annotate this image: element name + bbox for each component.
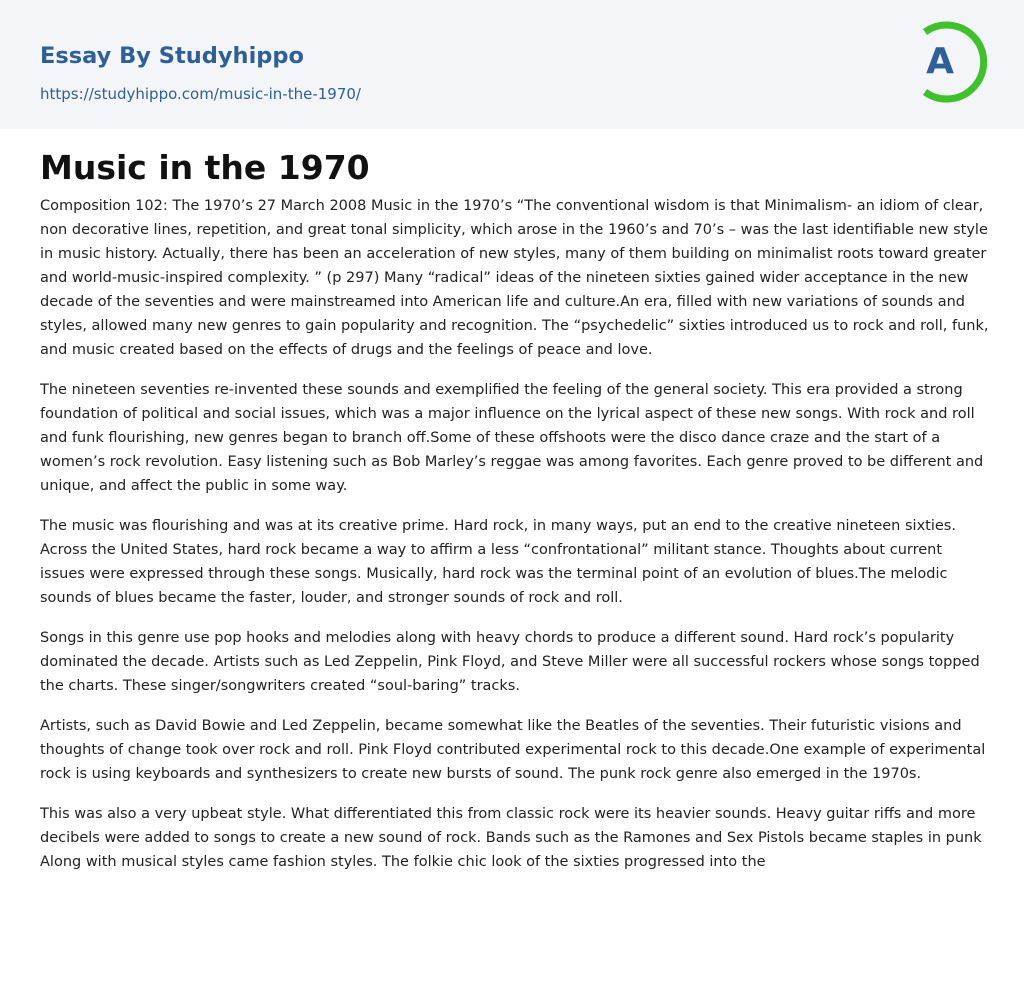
essay-paragraph-4: Songs in this genre use pop hooks and melodies along with heavy chords to produce a different sound. Hard rock’s popularity dominated the decade. Artists such as Led Zeppelin, Pink Floyd, and Steve Miller were all successful rockers whose songs topped the charts. These singer/songwriters created “soul-baring” tracks. xyxy=(40,630,980,694)
studyhippo-logo[interactable] xyxy=(910,17,988,107)
page-title: Music in the 1970 xyxy=(40,148,370,187)
essay-paragraph-6: This was also a very upbeat style. What differentiated this from classic rock were its heavier sounds. Heavy guitar riffs and more decibels were added to songs to create a new sound of rock. Bands such as the Ramones and Sex Pistols became staples in punk Along with musical styles came fashion styles. The folkie chic look of the sixties progressed into the xyxy=(40,806,982,870)
source-url-link[interactable]: https://studyhippo.com/music-in-the-1970/ xyxy=(40,85,361,103)
essay-paragraph-1: Composition 102: The 1970’s 27 March 2008 Music in the 1970’s “The conventional wisdom is that Minimalism- an idiom of clear, non decorative lines, repetition, and great tonal simplicity, which arose in the 1960’s and 70’s – was the last identifiable new style in music history. Actually, there has been an acceleration of new styles, many of them building on minimalist roots toward greater and world-music-inspired complexity. ” (p 297) Many “radical” ideas of the nineteen sixties gained wider acceptance in the new decade of the seventies and were mainstreamed into American life and culture.An era, filled with new variations of sounds and styles, allowed many new genres to gain popularity and recognition. The “psychedelic” sixties introduced us to rock and roll, funk, and music created based on the effects of drugs and the feelings of peace and love. xyxy=(40,198,989,358)
essay-paragraph-2: The nineteen seventies re-invented these sounds and exemplified the feeling of the general society. This era provided a strong foundation of political and social issues, which was a major influence on the lyrical aspect of these new songs. With rock and roll and funk flourishing, new genres began to branch off.Some of these offshoots were the disco dance craze and the start of a women’s rock revolution. Easy listening such as Bob Marley’s reggae was among favorites. Each genre proved to be different and unique, and affect the public in some way. xyxy=(40,382,984,494)
site-header xyxy=(0,0,1024,129)
brand-title: Essay By Studyhippo xyxy=(40,43,304,69)
essay-paragraph-3: The music was flourishing and was at its creative prime. Hard rock, in many ways, put an end to the creative nineteen sixties. Across the United States, hard rock became a way to affirm a less “confrontational” militant stance. Thoughts about current issues were expressed through these songs. Musically, hard rock was the terminal point of an evolution of blues.The melodic sounds of blues became the faster, louder, and stronger sounds of rock and roll. xyxy=(40,518,956,606)
essay-content xyxy=(40,144,990,890)
logo-letter: A xyxy=(926,41,954,82)
essay-paragraph-5: Artists, such as David Bowie and Led Zeppelin, became somewhat like the Beatles of the seventies. Their futuristic visions and thoughts of change took over rock and roll. Pink Floyd contributed experimental rock to this decade.One example of experimental rock is using keyboards and synthesizers to create new bursts of sound. The punk rock genre also emerged in the 1970s. xyxy=(40,718,986,782)
